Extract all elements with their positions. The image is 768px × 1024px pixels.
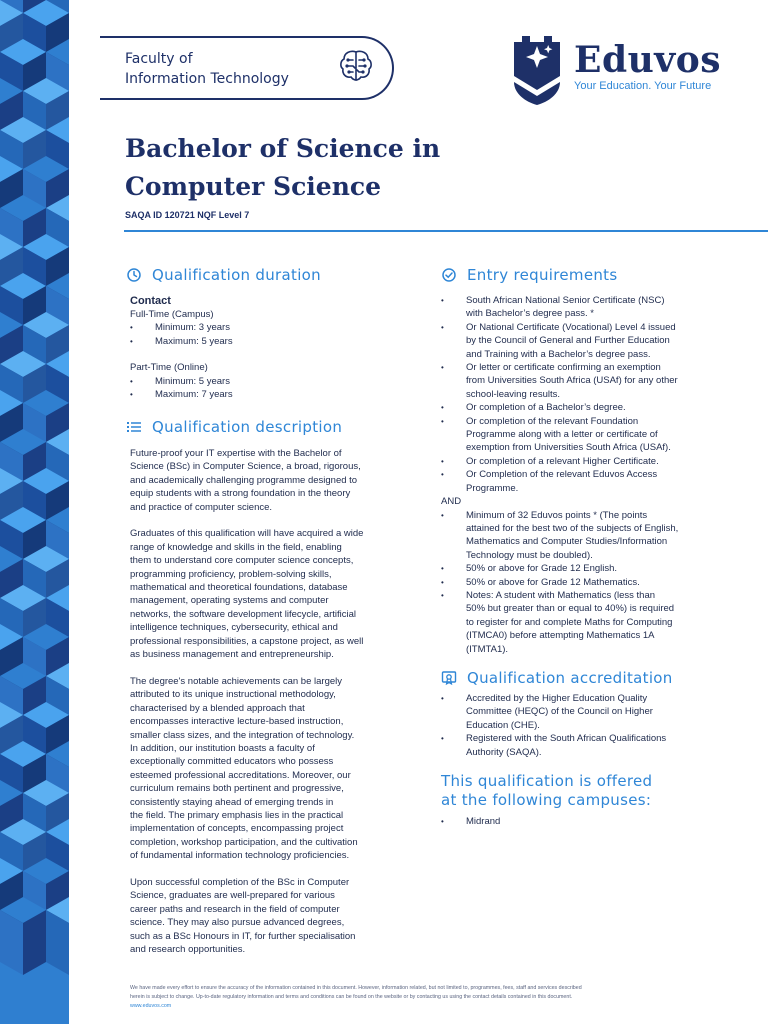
campuses-heading-line-1: This qualification is offered bbox=[441, 772, 653, 790]
text-line: Science, graduates are well-prepared for various bbox=[130, 890, 335, 902]
text-line: Future-proof your IT expertise with the Bachelor of bbox=[130, 448, 342, 459]
text-line: Graduates of this qualification will have acquired a wide bbox=[130, 528, 364, 540]
fulltime-label: Full-Time (Campus) bbox=[130, 309, 214, 320]
text-line: • 50% or above for Grade 12 English. bbox=[466, 563, 618, 575]
text-line: • Notes: A student with Mathematics (less than bbox=[466, 589, 656, 601]
text-line: (ITMTA1). bbox=[466, 643, 509, 655]
shield-logo-icon bbox=[512, 32, 562, 106]
list-icon bbox=[126, 419, 142, 435]
accreditation-list bbox=[441, 692, 741, 759]
text-line: Education (CHE). bbox=[466, 719, 540, 731]
campuses-body bbox=[441, 815, 741, 828]
text-line: attained for the best two of the subjects of English, bbox=[466, 522, 679, 534]
duration-heading-text: Qualification duration bbox=[152, 266, 321, 284]
text-line: • Or National Certificate (Vocational) Level 4 issued bbox=[466, 321, 676, 333]
saqa-id: SAQA ID 120721 NQF Level 7 bbox=[125, 210, 250, 220]
campus-list bbox=[441, 815, 741, 828]
text-line: • Or completion of a relevant Higher Certificate. bbox=[466, 455, 659, 467]
faculty-line-2: Information Technology bbox=[125, 71, 289, 87]
parttime-label: Part-Time (Online) bbox=[130, 362, 208, 374]
text-line: encompasses interactive lecture-based instruction, bbox=[130, 716, 344, 728]
title-line-2: Computer Science bbox=[125, 172, 381, 201]
list-item bbox=[441, 321, 741, 361]
entry-body bbox=[441, 294, 741, 656]
website-link[interactable]: www.eduvos.com bbox=[130, 1003, 172, 1009]
text-line: The degree's notable achievements can be largely bbox=[130, 675, 343, 687]
disclaimer-line-1: We have made every effort to ensure the accuracy of the information contained in this document. However, information related, but not limited to, programmes, fees, staff and services described bbox=[130, 985, 582, 991]
campuses-heading-line-2: at the following campuses: bbox=[441, 791, 652, 809]
text-line: Programme. bbox=[466, 482, 519, 494]
text-line: Upon successful completion of the BSc in Computer bbox=[130, 876, 350, 888]
and-label: AND bbox=[441, 496, 462, 508]
text-line: attributed to its unique instructional methodology, bbox=[130, 689, 336, 701]
text-line: consistently staying ahead of emerging trends in bbox=[130, 796, 334, 808]
text-line: school-leaving results. bbox=[466, 388, 560, 400]
text-line: smaller class sizes, and the integration of technology. bbox=[130, 729, 355, 741]
text-line: and academically challenging programme designed to bbox=[130, 474, 358, 486]
list-item: • Maximum: 5 years bbox=[130, 335, 410, 348]
description-paragraph bbox=[130, 447, 412, 514]
page-title bbox=[125, 130, 545, 206]
faculty-name bbox=[125, 49, 289, 89]
text-line: programming proficiency, problem-solving skills, bbox=[130, 568, 332, 580]
title-divider bbox=[124, 230, 768, 232]
accreditation-heading bbox=[441, 669, 673, 687]
list-item bbox=[441, 576, 741, 589]
check-circle-icon bbox=[441, 267, 457, 283]
text-line: • Registered with the South African Qualifications bbox=[466, 733, 667, 745]
list-item bbox=[441, 692, 741, 732]
disclaimer-line-2: herein is subject to change. Up-to-date regulatory information and terms and conditions can be found on the website or by contacting us using the contact details contained in this document. bbox=[130, 994, 573, 1000]
text-line: of fundamental information technology proficiencies. bbox=[130, 850, 350, 862]
campus-item: • Midrand bbox=[441, 815, 741, 828]
text-line: networks, the software development lifecycle, artificial bbox=[130, 608, 356, 620]
text-line: Science (BSc) in Computer Science, a broad, rigorous, bbox=[130, 461, 361, 473]
list-item: • Minimum: 5 years bbox=[130, 375, 410, 388]
description-paragraph bbox=[130, 876, 412, 956]
text-line: professional responsibilities, a capstone project, as well bbox=[130, 635, 364, 647]
text-line: • Accredited by the Higher Education Quality bbox=[466, 693, 648, 704]
cube-pattern bbox=[0, 0, 69, 1024]
text-line: Technology must be doubled). bbox=[466, 549, 593, 561]
text-line: career paths and research in the field of computer bbox=[130, 903, 340, 915]
text-line: Programme along with a letter or certificate of bbox=[466, 429, 658, 441]
text-line: exceptionally committed educators who possess bbox=[130, 756, 334, 768]
text-line: In addition, our institution boasts a faculty of bbox=[130, 742, 315, 754]
certificate-icon bbox=[441, 670, 457, 686]
list-item bbox=[441, 468, 741, 495]
logo-tagline: Your Education. Your Future bbox=[574, 80, 712, 92]
text-line: 50% but greater than or equal to 40%) is required bbox=[466, 603, 675, 615]
text-line: exemption from Universities South Africa (USAf). bbox=[466, 442, 671, 454]
text-line: Mathematics and Computer Studies/Information bbox=[466, 536, 668, 548]
text-line: by the Council of General and Further Education bbox=[466, 335, 670, 347]
accreditation-heading-text: Qualification accreditation bbox=[467, 669, 673, 687]
title-line-1: Bachelor of Science in bbox=[125, 134, 441, 163]
list-item bbox=[441, 294, 741, 321]
duration-block bbox=[130, 294, 410, 401]
text-line: characterised by a blended approach that bbox=[130, 702, 305, 714]
clock-icon bbox=[126, 267, 142, 283]
description-body bbox=[130, 447, 412, 956]
text-line: equip students with a strong foundation in the theory bbox=[130, 488, 351, 500]
text-line: mathematical and theoretical foundations, database bbox=[130, 582, 348, 594]
list-item bbox=[441, 415, 741, 455]
text-line: • Minimum of 32 Eduvos points * (The points bbox=[466, 509, 648, 521]
list-item bbox=[441, 589, 741, 656]
text-line: science. They may also pursue advanced degrees, bbox=[130, 917, 345, 929]
list-item bbox=[441, 732, 741, 759]
text-line: such as a BSc Honours in IT, for further specialisation bbox=[130, 930, 356, 942]
eduvos-logo[interactable] bbox=[512, 32, 722, 108]
entry-heading bbox=[441, 266, 617, 284]
fulltime-list bbox=[130, 321, 410, 348]
logo-wordmark: Eduvos bbox=[574, 39, 721, 81]
accreditation-body bbox=[441, 692, 741, 759]
duration-heading bbox=[126, 266, 321, 284]
text-line: range of knowledge and skills in the field, enabling bbox=[130, 541, 342, 553]
faculty-line-1: Faculty of bbox=[125, 51, 193, 67]
text-line: Authority (SAQA). bbox=[466, 746, 542, 758]
text-line: • Or completion of a Bachelor’s degree. bbox=[466, 402, 626, 414]
faculty-badge bbox=[100, 36, 394, 100]
list-item bbox=[441, 509, 741, 563]
text-line: (ITMCA0) before attempting Mathematics 1A bbox=[466, 630, 655, 642]
list-item bbox=[441, 562, 741, 575]
text-line: and practice of computer science. bbox=[130, 501, 273, 513]
text-line: completion, workshop participation, and the cultivation bbox=[130, 836, 358, 848]
text-line: with Bachelor’s degree pass. * bbox=[466, 308, 594, 320]
entry-list-a bbox=[441, 294, 741, 495]
campuses-heading bbox=[441, 772, 741, 810]
contact-label: Contact bbox=[130, 295, 171, 307]
text-line: implementation of concepts, encompassing project bbox=[130, 823, 344, 835]
list-item bbox=[441, 401, 741, 414]
text-line: and research opportunities. bbox=[130, 943, 246, 955]
text-line: to register for and complete Maths for Computing bbox=[466, 616, 673, 628]
brain-circuit-icon bbox=[334, 44, 378, 88]
list-item: • Maximum: 7 years bbox=[130, 388, 410, 401]
description-paragraph bbox=[130, 527, 412, 661]
list-item: • Minimum: 3 years bbox=[130, 321, 410, 334]
text-line: as business management and entrepreneurship. bbox=[130, 649, 334, 661]
text-line: • Or letter or certificate confirming an exemption bbox=[466, 362, 661, 374]
decorative-cube-strip bbox=[0, 0, 69, 1024]
entry-list-b bbox=[441, 509, 741, 656]
text-line: and Training with a Bachelor’s degree pass. bbox=[466, 348, 651, 360]
text-line: Committee (HEQC) of the Council on Higher bbox=[466, 706, 653, 718]
text-line: from Universities South Africa (USAf) for any other bbox=[466, 375, 678, 387]
description-heading bbox=[126, 418, 342, 436]
text-line: esteemed professional accreditations. Moreover, our bbox=[130, 769, 351, 781]
disclaimer bbox=[130, 984, 700, 1002]
text-line: management, operating systems and computer bbox=[130, 595, 329, 607]
text-line: them to understand core computer science concepts, bbox=[130, 555, 354, 567]
list-item bbox=[441, 455, 741, 468]
text-line: • 50% or above for Grade 12 Mathematics. bbox=[466, 576, 640, 588]
text-line: intelligence techniques, cybersecurity, ethical and bbox=[130, 622, 338, 634]
description-heading-text: Qualification description bbox=[152, 418, 343, 436]
text-line: • Or Completion of the relevant Eduvos Access bbox=[466, 469, 658, 481]
text-line: • Or completion of the relevant Foundation bbox=[466, 415, 639, 427]
list-item bbox=[441, 361, 741, 401]
text-line: curriculum remains both pertinent and progressive, bbox=[130, 783, 344, 795]
description-paragraph bbox=[130, 675, 412, 863]
entry-heading-text: Entry requirements bbox=[467, 266, 618, 284]
parttime-list bbox=[130, 375, 410, 402]
text-line: the field. The primary emphasis lies in the practical bbox=[130, 809, 344, 821]
text-line: • South African National Senior Certificate (NSC) bbox=[466, 295, 665, 306]
